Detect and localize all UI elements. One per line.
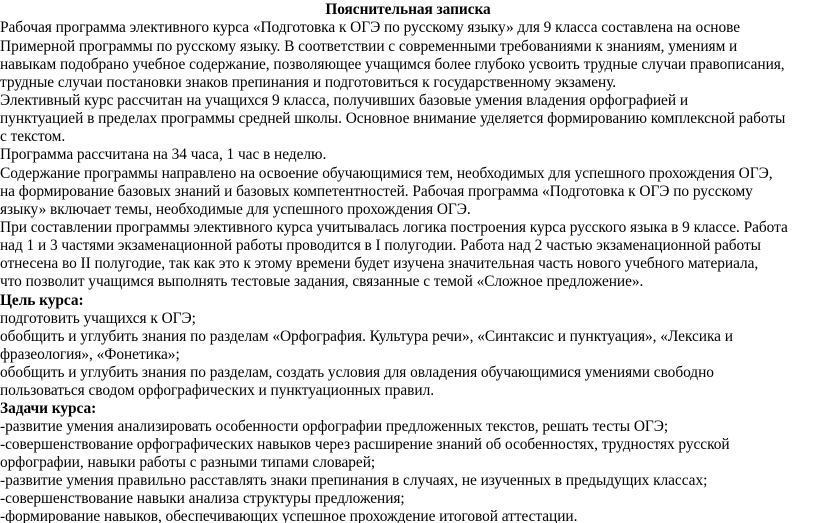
text-line: обобщить и углубить знания по разделам, создать условия для овладения обучающимися умениями свободно xyxy=(0,364,714,381)
text-line: Рабочая программа элективного курса «Подготовка к ОГЭ по русскому языку» для 9 класса составлена на основе xyxy=(0,19,741,36)
text-line: орфографии, навыки работы с разными типами словарей; xyxy=(0,454,376,471)
page-title: Пояснительная записка xyxy=(325,1,491,18)
text-line: с текстом. xyxy=(0,128,66,145)
text-line: фразеология», «Фонетика»; xyxy=(0,346,180,363)
text-line: -формирование навыков, обеспечивающих успешное прохождение итоговой аттестации. xyxy=(0,508,578,523)
text-line: Содержание программы направлено на освоение обучающимися тем, необходимых для успешного прохождения ОГЭ, xyxy=(0,165,773,182)
text-line: отнесена во II полугодие, так как это к этому времени будет изучена значительная часть нового учебного материала, xyxy=(0,255,759,272)
text-line: над 1 и 3 частями экзаменационной работы проводится в I полугодии. Работа над 2 частью экзаменационной работы xyxy=(0,237,761,254)
text-line: языку» включает темы, необходимые для успешного прохождения ОГЭ. xyxy=(0,201,471,218)
text-line: -развитие умения анализировать особенности орфографии предложенных текстов, решать тесты ОГЭ; xyxy=(0,418,669,435)
text-line: -совершенствование орфографических навыков через расширение знаний об особенностях, трудностях русской xyxy=(0,436,730,453)
text-line: Примерной программы по русскому языку. В соответствии с современными требованиями к знаниям, умениям и xyxy=(0,38,738,55)
text-line: трудные случаи постановки знаков препинания и подготовиться к государственному экзамену. xyxy=(0,74,617,91)
text-line: -совершенствование навыки анализа структуры предложения; xyxy=(0,490,405,507)
text-line: что позволит учащимся выполнять тестовые задания, связанные с темой «Сложное предложение». xyxy=(0,273,644,290)
text-line: на формирование базовых знаний и базовых компетентностей. Рабочая программа «Подготовка к ОГЭ по русскому xyxy=(0,183,753,200)
text-line: -развитие умения правильно расставлять знаки препинания в случаях, не изученных в предыдущих классах; xyxy=(0,472,708,489)
section-heading-tasks: Задачи курса: xyxy=(0,400,97,417)
text-line: обобщить и углубить знания по разделам «Орфография. Культура речи», «Синтаксис и пунктуация», «Лексика и xyxy=(0,328,733,345)
text-line: навыкам подобрано учебное содержание, позволяющее учащимся более глубоко усвоить трудные случаи правописания, xyxy=(0,56,785,73)
text-line: подготовить учащихся к ОГЭ; xyxy=(0,310,196,327)
section-heading-goal: Цель курса: xyxy=(0,292,84,309)
text-line: При составлении программы элективного курса учитывалась логика построения курса русского языка в 9 классе. Работа xyxy=(0,219,788,236)
text-line: Программа рассчитана на 34 часа, 1 час в неделю. xyxy=(0,146,327,163)
text-line: Элективный курс рассчитан на учащихся 9 класса, получивших базовые умения владения орфографией и xyxy=(0,92,689,109)
text-line: пользоваться сводом орфографических и пунктуационных правил. xyxy=(0,382,435,399)
text-line: пунктуацией в пределах программы средней школы. Основное внимание уделяется формированию комплексной работы xyxy=(0,110,786,127)
